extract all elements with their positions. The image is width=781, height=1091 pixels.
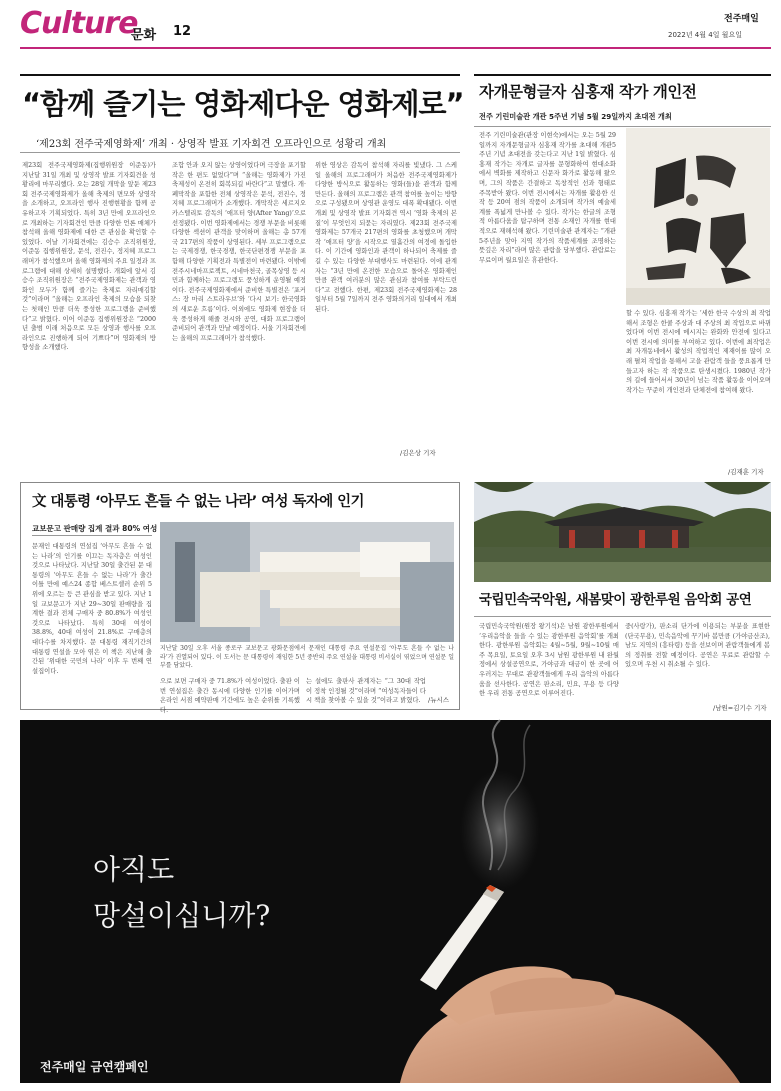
section-title-ko: 문화 [131,28,157,43]
book-display-image [160,522,454,642]
book-subhead: 교보문고 판매량 집계 결과 80% 여성 [32,524,158,533]
book-photo [160,522,454,642]
shim-headline: 자개문형글자 심홍재 작가 개인전 [479,83,697,101]
book-byline: /뉴시스 [428,696,450,704]
ad-campaign-label: 전주매일 금연캠페인 [40,1060,149,1074]
shim-sub-rule [474,126,771,127]
calligraphy-art-image [626,128,770,305]
shim-col-left: 전주 기린미술관(관장 이현숙)에서는 오는 5월 29일까지 자개문형글자 심홍재 작가를 초대해 개관5주년 기념 초대전을 갖는다고 지난 1일 밝혔다. 심홍재 작가는 자개로 글자를 문형화하여 현대소화에서 벽화를 제작하고 신문자 화가로 활동해 왔으며, 그의 작품은 간결하고 독창적인 선과 형태로 주목받아 왔다. 이번 전시에서는 자개를 활용한 신작 등 20여 점의 작품이 소개되며 작가의 예술세계를 폭넓게 만나볼 수 있다. 작가는 한글의 조형적 아름다움을 탐구하며 전통 소재인 자개를 현대적으로 재해석해 왔다. 기린미술관 관계자는 “개관 5주년을 맞아 지역 작가의 작품세계를 조명하는 뜻깊은 자리”라며 많은 관람을 당부했다. 관람료는 무료이며 월요일은 휴관한다. [479,132,616,264]
subhead-rule [20,152,460,153]
main-article-col1: 제23회 전주국제영화제(집행위원장 이준동)가 지난달 31일 개최 및 상영작 발표 기자회견을 성황리에 마무리했다. 오는 28일 개막을 앞둔 제23회 전주국제영화제가 올해 축제의 면모와 상영작을 소개하고, 오프라인 행사 진행현황을 함께 공유하고자 기획되었다. 특히 3년 만에 오프라인으로 개최하는 기자회견인 만큼 다양한 언론 매체가 참석해 올해 영화제에 대한 큰 관심을 확인할 수 있었다. 이날 기자회견에는 김승수 조직위원장, 이준동 집행위원장, 문석, 전진수, 정지혜 프로그래머가 참석했으며 올해 영화제의 주요 일정과 프로그램에 대해 상세히 설명했다. 개회에 앞서 김승수 조직위원장은 “전주국제영화제는 관객과 영화인 모두가 함께 즐기는 축제로 자리매김할 것”이라며 “올해는 오프라인 축제의 모습을 되찾는 첫해인 만큼 더욱 풍성한 프로그램을 준비했다”고 밝혔다. 이어 이준동 집행위원장은 “2000년 출범 이래 처음으로 모든 상영과 행사를 오프라인으로 진행하게 되어 기쁘다”며 영화제의 방향성을 소개했다. [22,162,156,352]
anti-smoking-ad [20,720,771,1083]
book-sub-rule [32,535,152,536]
shim-top-rule [474,74,771,76]
gugak-col-right: 중(사랑가), 판소리 단가에 이용되는 부분을 표현한 (단국무용), 민속음악에 꾸기바 봄만큼 (가야금산조), 남도 지역의 (흥타령) 등을 선보이며 관람객들에게 봄의 정취를 전할 예정이다. 공연은 무료로 관람할 수 있으며 우천 시 취소될 수 있다. [625,623,770,669]
section-title-en: Culture [20,6,138,41]
ad-headline-line2: 망설이십니까? [93,899,271,932]
gwanghallu-photo [474,482,771,582]
headline-rule [20,74,460,76]
artwork-photo [626,128,770,305]
main-article-col2: 조합 안과 오지 않는 상영이었다며 극장을 포기할 작은 한 편도 없었다”며 “올해는 영화제가 가진 축제성이 온전히 회복되길 바란다”고 말했다. 개·폐막작을 포함한 전체 상영작은 문석, 전진수, 정지혜 프로그래머가 소개했다. 개막작은 세르지오 카스텔리토 감독의 ‘애프터 양(After Yang)’으로 선정됐다. 이번 영화제에서는 경쟁 부문을 비롯해 다양한 섹션이 관객을 맞이하며 올해는 총 57개국 217편의 작품이 상영된다. 세부 프로그램으로는 국제경쟁, 한국경쟁, 한국단편경쟁 부문을 포함해 다양한 기획전과 특별전이 마련됐다. 이밖에 전주시네마프로젝트, 시네마천국, 골목상영 등 시민과 함께하는 프로그램도 풍성하게 운영될 예정이다. 전주국제영화제에서 준비한 특별전은 ‘포커스: 장 마리 스트라우브’와 ‘다시 보기: 한국영화의 새로운 흐름’이다. 이외에도 영화제 현장을 더욱 풍성하게 해줄 전시와 공연, 대화 프로그램이 준비되어 관객과 만날 예정이다. 서울 기자회견에는 올해의 프로그래머가 참석했다. [172,162,306,342]
page-number: 12 [173,24,192,39]
issue-date: 2022년 4월 4일 월요일 [668,31,742,39]
main-article-byline: /김은상 기자 [400,449,436,457]
book-headline: 文 대통령 ‘아무도 흔들 수 없는 나라’ 여성 독자에 인기 [32,494,364,510]
book-body: 문재인 대통령의 연설집 ‘아무도 흔들 수 없는 나라’의 인기를 이끄는 독자층은 여성인 것으로 나타났다. 지난달 30일 출간된 문 대통령의 ‘아무도 흔들 수 없는 나라’가 출간 이틀 만에 예스24 종합 베스트셀러 순위 5위에 오르는 등 큰 관심을 받고 있다. 지난 1일 교보문고가 지난 29~30일 판매량을 집계한 결과 전체 구매자 중 80.8%가 여성인 것으로 나타났다. 특히 30대 여성이 38.8%, 40대 여성이 21.8%로 구매층의 대다수를 차지했다. 문 대통령 재직기간의 대통령 연설을 모아 엮은 이 책은 지난해 출간된 ‘위대한 국민의 나라’ 이후 두 번째 연설집이다. [32,543,152,675]
shim-col-right: 할 수 있다. 심홍재 작가는 ‘세한 한국 수상의 최 작업해서 조형은 한쿨 주상과 대 주상의 최 작업으로 바뀌었다며 이번 전시에 메시지는 완화와 안전에 있다고 이번 전시에 의미를 부여하고 있다. 이번에 최작업은 최 자개동네에서 활성의 작업적인 제재이를 많이 오래 펼쳐 작업을 통해서 고을 관람객 들을 풍요롭게 만들고자 하는 작 작품으로 탄생시켰다. 1980년 작가의 길에 들어서서 30년이 넘는 작품 활동을 이어오며 작가는 꾸준히 개인전과 단체전에 참여해 왔다. [626,310,771,394]
gugak-rule [474,616,771,617]
pavilion-image [474,482,771,582]
main-article-col3: 위한 영상은 감독이 참석해 자리를 빛냈다. 그 스케일 올해의 프로그래머가 처음한 전주국제영화제가 다양한 방식으로 활동하는 영화(들)을 관객과 함께 만든다. 올해의 프로그램은 관객 참여를 높이는 방향으로 구성됐으며 상영관 운영도 대폭 확대됐다. 이번 개최 및 상영작 발표 기자회견 역시 ‘영화 축제의 본질’이 무엇인지 되묻는 자리였다. 제23회 전주국제영화제는 57개국 217편의 영화를 초청했으며 개막작 ‘애프터 양’을 시작으로 열흘간의 여정에 돌입한다. 이 기간에 영화인과 관객이 하나되어 축제를 즐길 수 있는 다양한 부대행사도 마련된다. 이에 관계자는 “3년 만에 온전한 모습으로 돌아온 영화제인 만큼 관객 여러분의 많은 관심과 참여를 부탁드린다”고 전했다. 한편, 제23회 전주국제영화제는 28일부터 5월 7일까지 전주 영화의거리 일대에서 개최된다. [315,162,457,313]
ad-headline-line1: 아직도 [93,853,175,886]
paper-name: 전주매일 [724,14,759,24]
book-photo-caption: 지난달 30일 오후 서울 종로구 교보문고 광화문점에서 문재인 대통령 주요 연설문집 ‘아무도 흔들 수 없는 나라’가 진열되어 있다. 이 도서는 문 대통령이 재임한 5년 중반의 주요 연설을 대통령 비서실이 엮었으며 연설문 일부를 담았다. [160,645,454,670]
masthead [0,0,781,50]
main-headline: “함께 즐기는 영화제다운 영화제로” [22,87,464,121]
masthead-rule [20,47,771,49]
main-subhead: ‘제23회 전주국제영화제’ 개최 · 상영작 발표 기자회견 오프라인으로 성황리 개최 [36,139,387,150]
book-col-right: 는 설에도 출판사 관계자는 “그 30대 작업이 정착 인정될 것”이라며 “여성독자들이 다시 책을 찾아볼 수 있을 것”이라고 밝혔다. [306,678,426,705]
book-col-mid: 으로 보면 구매자 중 71.8%가 여성이었다. 출판 이번 연설집은 출간 동시에 다양한 인기를 이어가며 온라인 서점 예약판매 기간에도 높은 순위를 기록했다. [160,678,300,714]
shim-subhead: 전주 기린미술관 개관 5주년 기념 5월 29일까지 초대전 개최 [479,112,672,121]
shim-byline: /김재훈 기자 [728,468,764,476]
gugak-byline: /남원=김기수 기자 [713,704,767,712]
gugak-headline: 국립민속국악원, 새봄맞이 광한루원 음악회 공연 [479,592,752,608]
gugak-col-left: 국립민속국악원(원장 왕기석)은 남원 광한루원에서 ‘우리음악을 들을 수 있는 광한루원 음악회’를 개최한다. 광한루원 음악회는 4월~5월, 9월~10월 매주 목요일, 토요일 오후 3시 남원 광한루원 내 완월정에서 상설공연으로, 가야금과 대금이 한 곳에 어우러지는 무대로 관광객들에게 우리 음악의 아름다움을 선사한다. 공연은 판소리, 민요, 무용 등 다양한 우리 전통 공연으로 이루어진다. [479,623,619,698]
